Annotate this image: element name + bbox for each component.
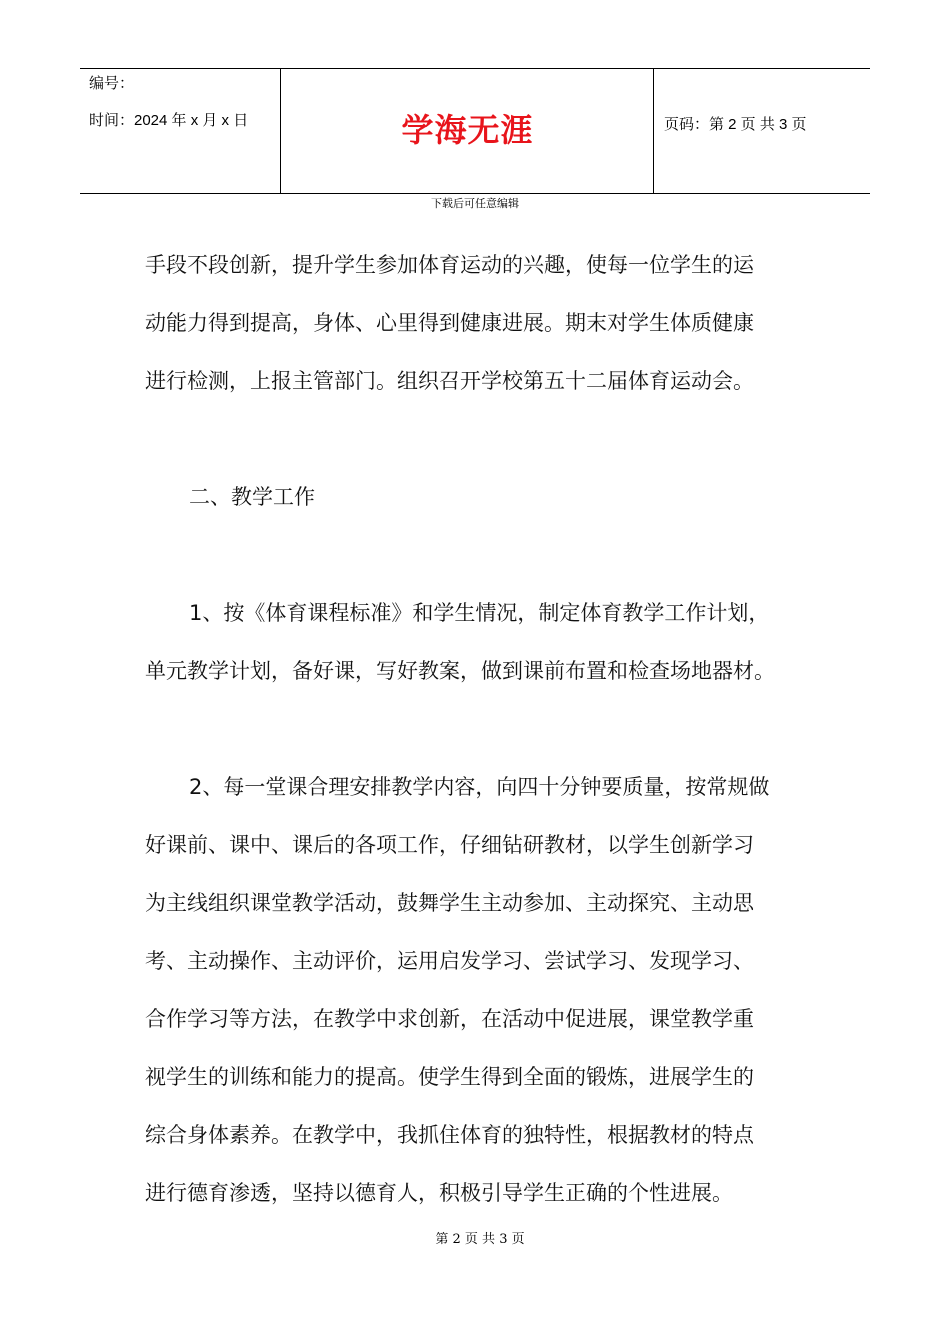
paragraph-1 [145, 236, 810, 410]
header-left-cell [80, 69, 281, 193]
serial-number-label: 编号： [89, 75, 135, 92]
text-line: 好课前、课中、课后的各项工作，仔细钻研教材，以学生创新学习 [145, 833, 754, 857]
text-line: 进行检测，上报主管部门。组织召开学校第五十二届体育运动会。 [145, 369, 754, 393]
brand-title: 学海无涯 [401, 111, 534, 149]
text-line: 为主线组织课堂教学活动，鼓舞学生主动参加、主动探究、主动思 [145, 891, 754, 915]
text-line: 单元教学计划，备好课，写好教案，做到课前布置和检查场地器材。 [145, 659, 775, 683]
header-right-cell [654, 69, 870, 193]
text-line: 进行德育渗透，坚持以德育人，积极引导学生正确的个性进展。 [145, 1181, 733, 1205]
edit-note: 下载后可任意编辑 [431, 197, 519, 210]
text-line: 1、按《体育课程标准》和学生情况，制定体育教学工作计划， [189, 601, 770, 625]
text-line: 手段不段创新，提升学生参加体育运动的兴趣，使每一位学生的运 [145, 253, 754, 277]
text-line: 动能力得到提高，身体、心里得到健康进展。期末对学生体质健康 [145, 311, 754, 335]
section-title: 二、教学工作 [189, 485, 315, 509]
text-line: 视学生的训练和能力的提高。使学生得到全面的锻炼，进展学生的 [145, 1065, 754, 1089]
page-footer: 第 2 页 共 3 页 [435, 1232, 525, 1247]
header-page-number: 页码：第 2 页 共 3 页 [664, 116, 807, 133]
paragraph-2 [145, 584, 810, 700]
text-line: 考、主动操作、主动评价，运用启发学习、尝试学习、发现学习、 [145, 949, 754, 973]
header-middle-cell [281, 69, 654, 193]
text-line: 合作学习等方法，在教学中求创新，在活动中促进展，课堂教学重 [145, 1007, 754, 1031]
paragraph-3 [145, 758, 810, 1222]
text-line: 综合身体素养。在教学中，我抓住体育的独特性，根据教材的特点 [145, 1123, 754, 1147]
page-header [80, 68, 870, 194]
body-content [145, 236, 810, 1222]
date-label: 时间：2024 年 x 月 x 日 [89, 112, 249, 129]
section-heading [145, 468, 810, 526]
text-line: 2、每一堂课合理安排教学内容，向四十分钟要质量，按常规做 [189, 775, 770, 799]
